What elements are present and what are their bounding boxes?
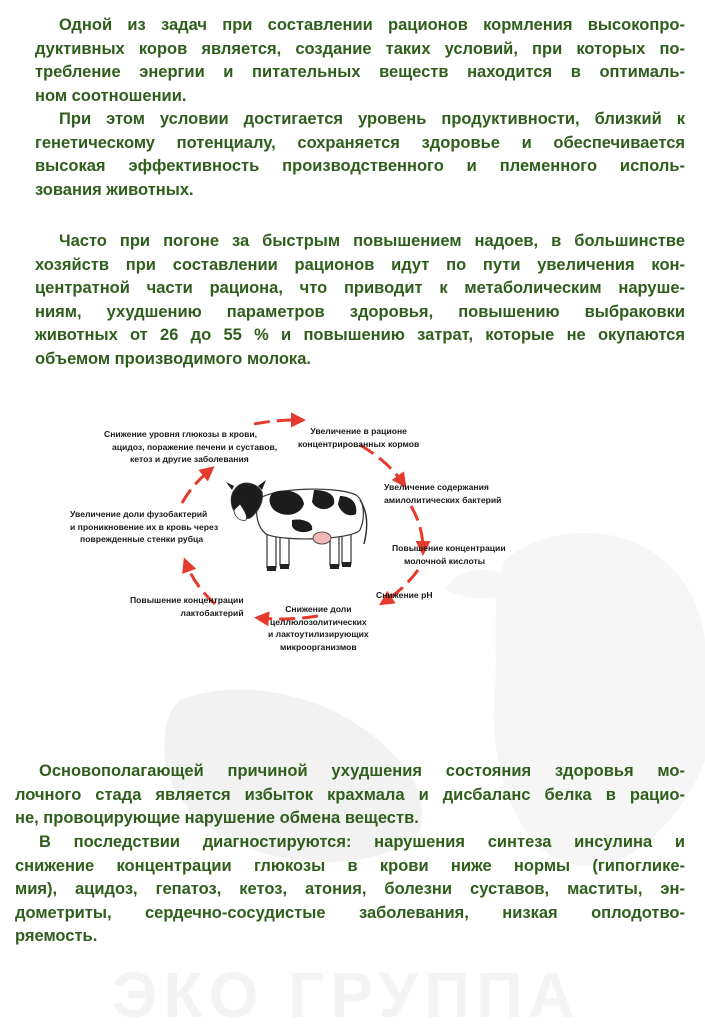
cycle-label-fusobacteria bbox=[70, 508, 218, 546]
text-line: дометриты, сердечно-сосудистые заболевания, низкая оплодотво- bbox=[15, 903, 685, 922]
cycle-label-lactobacteria bbox=[130, 594, 244, 619]
text-line: зования животных. bbox=[35, 180, 194, 199]
text-line: животных от 26 до 55 % и повышению затрат, которые не окупаются bbox=[35, 326, 685, 344]
text-line: объемом производимого молока. bbox=[35, 349, 311, 368]
cycle-label-line: концентрированных кормов bbox=[298, 438, 420, 449]
text-line: лочного стада является избыток крахмала и дисбаланс белка в рацио- bbox=[15, 785, 685, 804]
text-line: центратной части рациона, что приводит к метаболическим наруше- bbox=[35, 279, 685, 297]
cycle-label-line: кетоз и другие заболевания bbox=[130, 454, 249, 465]
cycle-arrow bbox=[254, 420, 300, 424]
cycle-label-line: амилолитических бактерий bbox=[384, 494, 502, 505]
cycle-label-line: и лактоутилизирующих bbox=[268, 629, 369, 640]
text-line: генетическому потенциалу, сохраняется здоровье и обеспечивается bbox=[35, 133, 685, 152]
text-line: ряемость. bbox=[15, 927, 98, 945]
text-line: Основополагающей причиной ухудшения состояния здоровья мо- bbox=[39, 762, 685, 780]
text-line: ном соотношении. bbox=[35, 86, 187, 105]
cycle-label-ph bbox=[376, 589, 433, 602]
cycle-label-line: молочной кислоты bbox=[404, 555, 486, 566]
cycle-label-line: Увеличение содержания bbox=[384, 482, 489, 492]
text-line: Часто при погоне за быстрым повышением надоев, в большинстве bbox=[59, 232, 685, 250]
text-line: хозяйств при составлении рационов идут по пути увеличения кон- bbox=[35, 255, 685, 274]
cycle-label-line: и проникновение их в кровь через bbox=[70, 521, 219, 532]
cycle-label-glucose bbox=[104, 428, 277, 466]
cycle-label-line: целлюлозолитических bbox=[269, 616, 367, 627]
text-line: не, провоцирующие нарушение обмена веществ. bbox=[15, 809, 419, 827]
cause-paragraph bbox=[15, 760, 685, 831]
cycle-label-concentrate-increase bbox=[298, 425, 419, 450]
cycle-label-line: ацидоз, поражение печени и суставов, bbox=[112, 441, 278, 452]
watermark-logo-text: ЭКО ГРУППА bbox=[112, 959, 581, 1031]
cycle-label-cellulolytic bbox=[268, 603, 369, 653]
cycle-label-line: поврежденные стенки рубца bbox=[80, 534, 204, 545]
text-line: В последствии диагностируются: нарушения синтеза инсулина и bbox=[39, 833, 685, 851]
text-line: требление энергии и питательных веществ находится в оптималь- bbox=[35, 63, 685, 81]
cycle-label-lactic-acid bbox=[392, 542, 506, 567]
cycle-label-amylolytic bbox=[384, 481, 501, 506]
text-line: При этом условии достигается уровень продуктивности, близкий к bbox=[59, 110, 685, 128]
text-line: дуктивных коров является, создание таких условий, при которых по- bbox=[35, 39, 685, 58]
cycle-label-line: лактобактерий bbox=[180, 607, 244, 618]
diagnosis-paragraph bbox=[15, 831, 685, 949]
text-line: Одной из задач при составлении рационов кормления высокопро- bbox=[59, 16, 685, 34]
text-line: ниям, ухудшению параметров здоровья, повышению выбраковки bbox=[35, 302, 685, 321]
cycle-label-line: микроорганизмов bbox=[280, 641, 357, 652]
cycle-label-line: Увеличение в рационе bbox=[310, 426, 407, 436]
cycle-label-line: Снижение рН bbox=[376, 590, 433, 600]
text-line: снижение концентрации глюкозы в крови ниже нормы (гипоглике- bbox=[15, 856, 685, 875]
cycle-label-line: Повышение концентрации bbox=[130, 595, 244, 605]
cycle-label-line: Снижение доли bbox=[285, 604, 352, 614]
cycle-label-line: Повышение концентрации bbox=[392, 543, 506, 553]
text-line: мия), ацидоз, гепатоз, кетоз, атония, болезни суставов, маститы, эн- bbox=[15, 880, 685, 898]
text-line: высокая эффективность производственного и племенного исполь- bbox=[35, 157, 685, 175]
cycle-label-line: Снижение уровня глюкозы в крови, bbox=[104, 429, 258, 439]
cycle-arrow bbox=[182, 470, 210, 503]
cycle-label-line: Увеличение доли фузобактерий bbox=[70, 509, 208, 519]
cow-illustration-icon bbox=[222, 468, 372, 578]
